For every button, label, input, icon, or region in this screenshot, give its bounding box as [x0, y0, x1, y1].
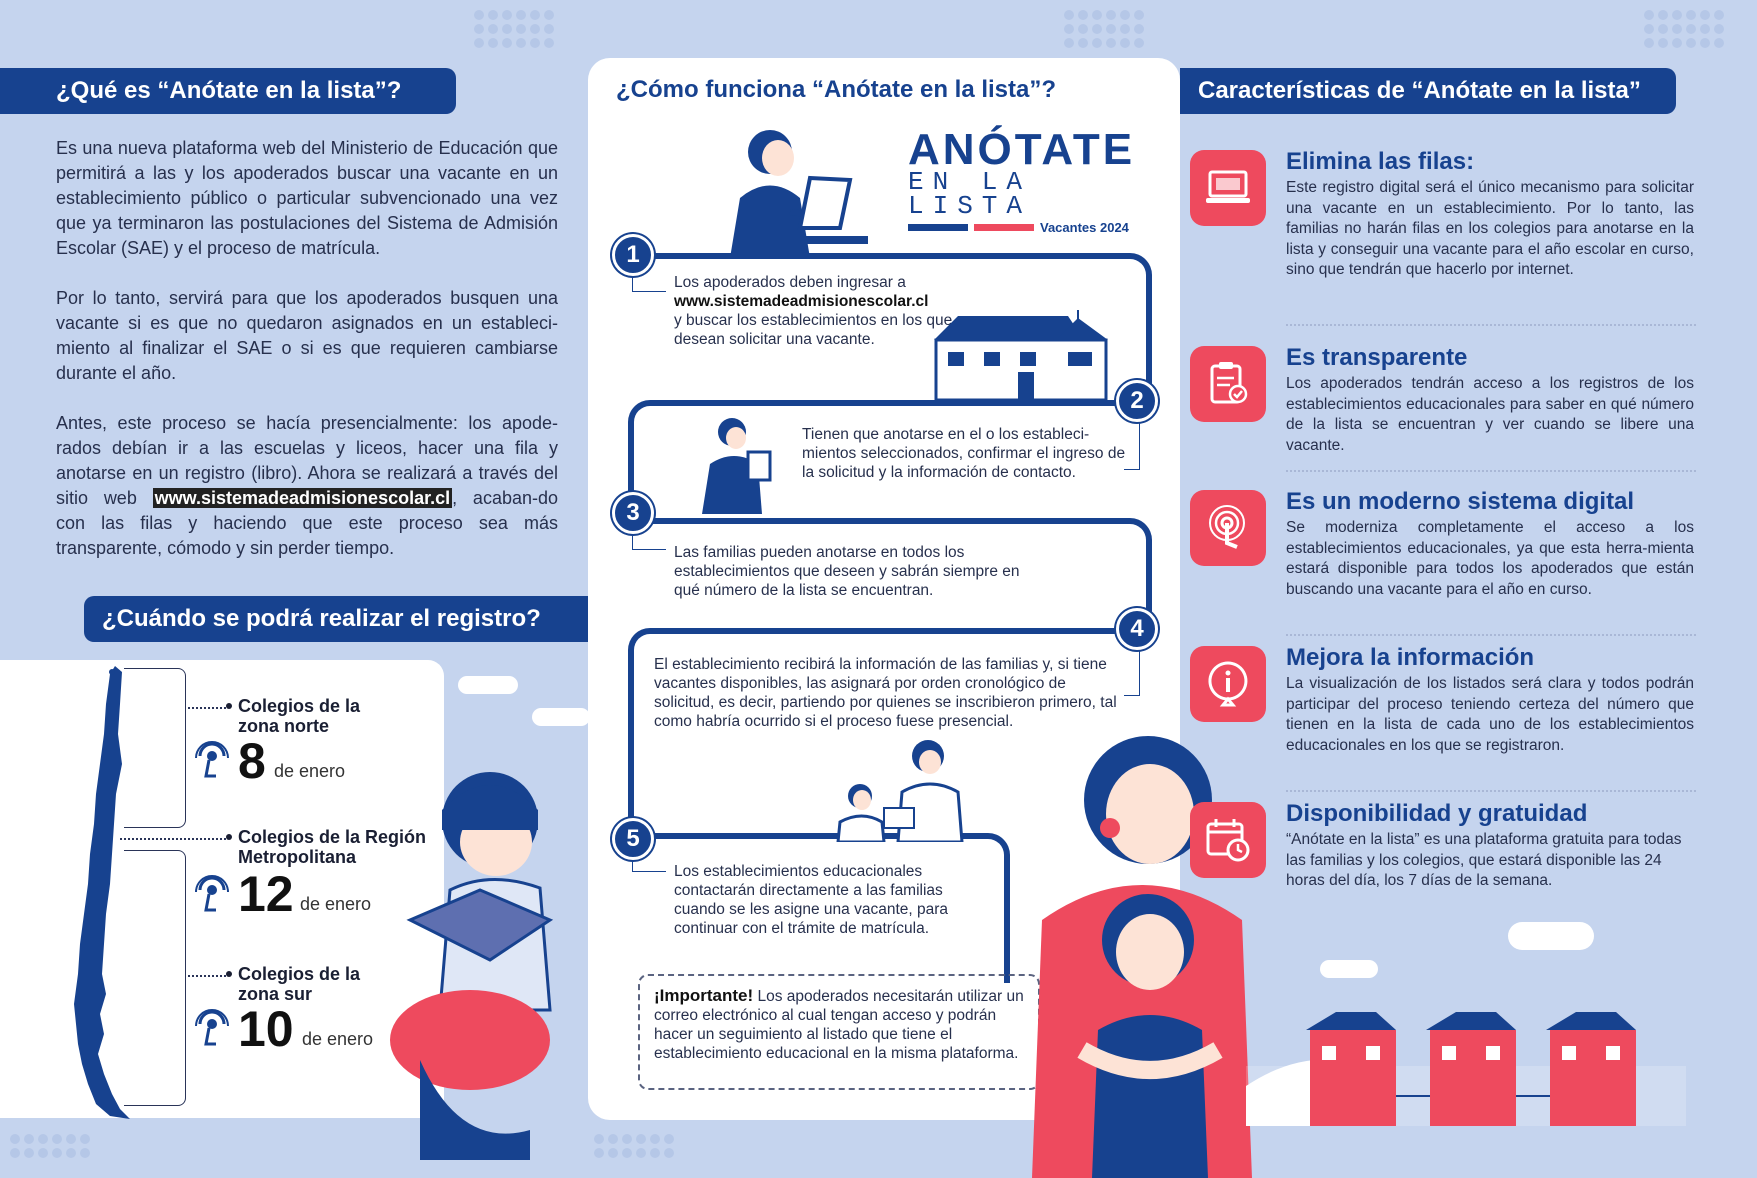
logo-subtitle: Vacantes 2024	[1040, 220, 1129, 235]
decorative-pattern	[474, 10, 554, 48]
feature-text: Este registro digital será el único mecanismo para solicitar una vacante en un establecimiento. Por lo tanto, las familias no harán filas en los colegios para anotarse en la lista y conseguir una vacante para el año escolar en curso, sino que tendrán que hacerlo por internet.	[1286, 179, 1694, 278]
logo-line: EN LA LISTA	[908, 167, 1032, 221]
zone-title: Colegios de la zona norte	[238, 696, 361, 736]
person-tablet-illustration	[692, 414, 782, 518]
paragraph	[56, 411, 558, 561]
bullet	[226, 971, 232, 977]
decorative-pattern	[1064, 10, 1144, 48]
info-icon	[1190, 646, 1266, 722]
touch-icon	[194, 874, 230, 914]
section-title: ¿Cuándo se podrá realizar el registro?	[102, 605, 541, 632]
date-month: de enero	[300, 894, 372, 914]
divider	[1286, 470, 1696, 472]
houses-illustration	[1246, 1006, 1686, 1126]
step-number: 3	[612, 492, 654, 534]
feature-title: Es un moderno sistema digital	[1286, 488, 1635, 515]
cloud-decoration	[1508, 922, 1594, 950]
cloud-decoration	[1320, 960, 1378, 978]
bracket	[124, 668, 186, 828]
feature-text: La visualización de los listados será clara y todos podrán participar del proceso teniendo certeza del número que tienen en la lista de cada uno de los establecimientos educacionales en los que se registraron.	[1286, 675, 1694, 754]
step-text: Los apoderados deben ingresar a	[674, 274, 906, 291]
paragraph-text: Antes, este proceso se hacía presencialmente: los apode-rados debían ir a las escuelas y liceos, hacer una fila y anotarse en un registro (libro). Ahora se realizará a través del sitio web	[56, 413, 558, 508]
paragraph-text: , acaban-do con las filas y haciendo que este proceso sea más transparente, cómodo y sin perder tiempo.	[56, 488, 558, 558]
connector-line	[188, 975, 226, 977]
divider	[1286, 790, 1696, 792]
section-header-features	[1180, 68, 1676, 114]
feature-title: Es transparente	[1286, 344, 1468, 371]
woman-laptop-illustration	[690, 118, 870, 258]
step-5-text: Los establecimientos educacionales contactarán directamente a las familias cuando se les asigne una vacante, para continuar con el trámite de matrícula.	[674, 863, 949, 937]
step-4-text: El establecimiento recibirá la información de las familias y, si tiene vacantes disponibles, las asignará por orden cronológico de solicitud, es decir, partiendo por quienes se inscribieron primero, tal como habría ocurrido si el proceso fuese presencial.	[654, 656, 1117, 730]
laptop-icon	[1190, 150, 1266, 226]
clipboard-check-icon	[1190, 346, 1266, 422]
bullet	[226, 703, 232, 709]
section-header-what-is	[0, 68, 456, 114]
step-2-text: Tienen que anotarse en el o los estableci-mientos seleccionados, confirmar el ingreso de la solicitud y la información de contacto.	[802, 426, 1126, 481]
connector-line	[188, 707, 226, 709]
connector-line	[1124, 644, 1140, 696]
section-title: Características de “Anótate en la lista”	[1198, 77, 1641, 104]
intro-text	[56, 136, 558, 586]
decorative-pattern	[1644, 10, 1724, 48]
step-number: 2	[1116, 380, 1158, 422]
important-text: Los apoderados necesitarán utilizar un correo electrónico al cual tengan acceso y podrán hacer un seguimiento al listado que tiene el establecimiento educacional en la misma plataforma.	[654, 988, 1024, 1062]
bullet	[226, 834, 232, 840]
website-link[interactable]: www.sistemadeadmisionescolar.cl	[674, 293, 929, 310]
touch-icon	[1190, 490, 1266, 566]
step-number: 5	[612, 818, 654, 860]
step-3-text: Las familias pueden anotarse en todos los establecimientos que deseen y sabrán siempre en qué número de la lista se encuentran.	[674, 544, 1020, 599]
step-number: 4	[1116, 608, 1158, 650]
step-number: 1	[612, 234, 654, 276]
touch-icon	[194, 1008, 230, 1048]
cloud-decoration	[458, 676, 518, 694]
important-label: ¡Importante!	[654, 986, 754, 1005]
divider	[1286, 324, 1696, 326]
date-month: de enero	[302, 1029, 374, 1049]
divider	[1286, 634, 1696, 636]
section-title: ¿Cómo funciona “Anótate en la lista”?	[616, 76, 1057, 103]
section-header-when	[84, 596, 588, 642]
section-title: ¿Qué es “Anótate en la lista”?	[56, 77, 402, 104]
date-number: 8	[238, 733, 266, 789]
connector-line	[120, 838, 226, 840]
paragraph: Es una nueva plataforma web del Ministerio de Educación que permitirá a las y los apoderados buscar una vacante en un establecimiento público o particular subvencionado una vez que ya terminaron las postulaciones del Sistema de Admisión Escolar (SAE) y el proceso de matrícula.	[56, 138, 558, 258]
feature-title: Disponibilidad y gratuidad	[1286, 800, 1588, 827]
date-number: 12	[238, 866, 294, 922]
cloud-decoration	[532, 708, 590, 726]
feature-text: Se moderniza completamente el acceso a los establecimientos educacionales, ya que esta herra-mienta estará disponible para todos los apoderados que están buscando una vacante para el año en curso.	[1286, 519, 1694, 598]
zone-title: Colegios de la Región Metropolitana	[238, 827, 427, 867]
feature-title: Elimina las filas:	[1286, 148, 1475, 175]
decorative-pattern	[10, 1134, 90, 1158]
website-link[interactable]: www.sistemadeadmisionescolar.cl	[154, 488, 451, 508]
school-illustration	[928, 310, 1114, 402]
feature-title: Mejora la información	[1286, 644, 1535, 671]
important-note	[638, 974, 1040, 1090]
date-number: 10	[238, 1001, 294, 1057]
date-month: de enero	[274, 761, 346, 781]
step-text: y buscar los establecimientos en los que desean solicitar una vacante.	[674, 312, 953, 348]
connector-line	[632, 276, 666, 292]
touch-icon	[194, 740, 230, 780]
paragraph: Por lo tanto, servirá para que los apoderados busquen una vacante si es que no quedaron asignados en un estableci-miento al finalizar el SAE o si es que requieren cambiarse durante el año.	[56, 288, 558, 383]
connector-line	[632, 534, 666, 550]
anotate-logo	[908, 125, 1144, 235]
feature-text: Los apoderados tendrán acceso a los registros de los establecimientos educacionales para saber en qué número de la lista se encuentran y ver cuando se libere una vacante.	[1286, 375, 1694, 454]
calendar-clock-icon	[1190, 802, 1266, 878]
reading-student-illustration	[380, 770, 610, 1160]
bracket	[124, 850, 186, 1106]
feature-text: “Anótate en la lista” es una plataforma gratuita para todas las familias y los colegios, que estará disponible las 24 horas del día, los 7 días de la semana.	[1286, 831, 1682, 889]
parent-child-illustration	[824, 738, 974, 842]
logo-line: ANÓTATE	[908, 125, 1136, 174]
zone-title: Colegios de la zona sur	[238, 964, 361, 1004]
mother-daughter-illustration	[1022, 730, 1262, 1178]
